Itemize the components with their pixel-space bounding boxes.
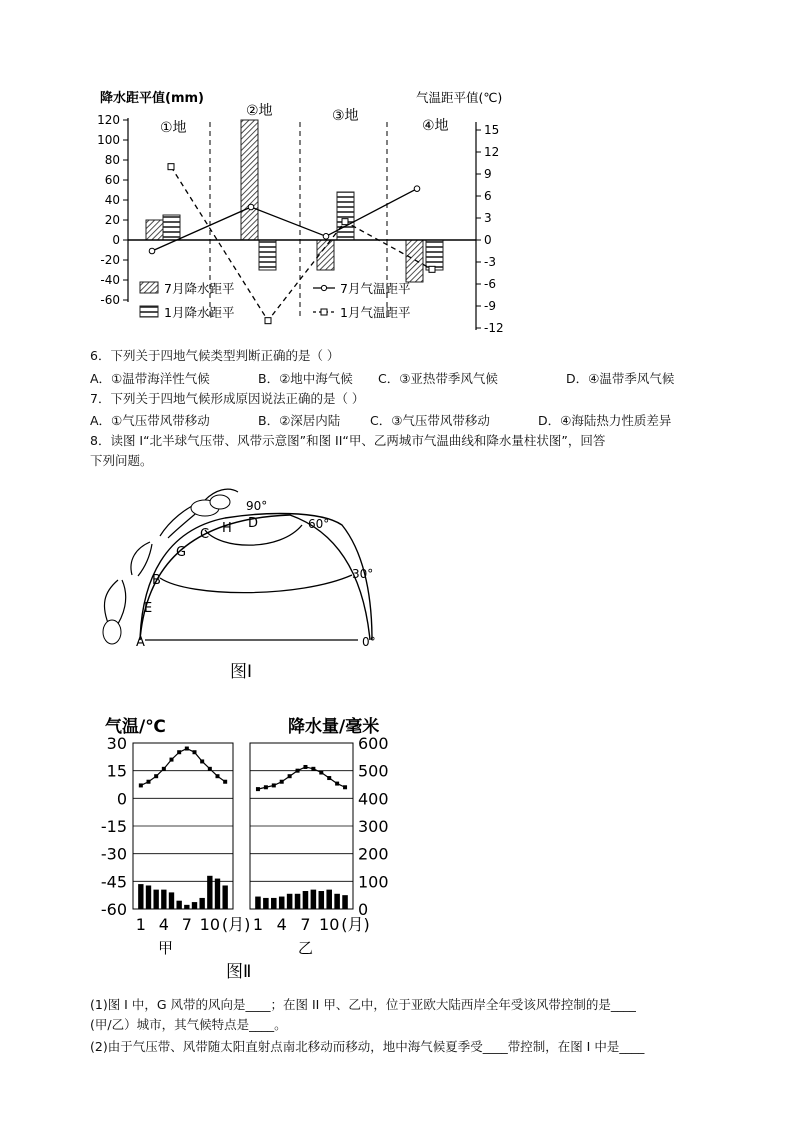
figure-2-caption: 图Ⅱ	[226, 962, 252, 982]
precip-bar	[255, 897, 261, 909]
temp-tick-label: -45	[100, 872, 127, 892]
jan-temp-point	[168, 164, 174, 170]
right-tick-label: -9	[484, 299, 496, 313]
label-d: D	[248, 516, 259, 531]
region-label-4: ④地	[422, 118, 449, 134]
july-precip-bar	[406, 240, 423, 282]
precip-bar	[222, 885, 227, 909]
left-tick-label: 60	[104, 173, 120, 187]
precip-bar	[161, 890, 166, 909]
jan-precip-bar	[337, 192, 354, 240]
temp-point	[200, 759, 204, 763]
label-b: B	[152, 573, 161, 588]
month-tick-label: 4	[276, 915, 287, 934]
q6-option-d: D．④温带季风气候	[566, 371, 675, 386]
precip-tick-label: 100	[358, 872, 389, 892]
precip-bar	[207, 876, 212, 909]
label-g: G	[176, 545, 187, 560]
precip-bar	[192, 902, 197, 909]
lat-90: 90°	[246, 499, 268, 513]
q7-option-a: A．①气压带风带移动	[90, 413, 210, 428]
left-tick-label: -60	[100, 293, 120, 307]
month-tick-label: 1	[252, 915, 264, 934]
label-a: A	[136, 635, 145, 650]
precip-bar	[184, 905, 189, 909]
temp-tick-label: -60	[100, 900, 127, 919]
right-tick-label: 9	[484, 167, 492, 181]
temp-point	[185, 747, 189, 751]
left-tick-label: 20	[104, 213, 120, 227]
right-tick-label: -6	[484, 277, 496, 291]
precip-bar	[334, 894, 340, 909]
jan-temp-point	[342, 219, 348, 225]
jan-temp-point	[429, 266, 435, 272]
question-8-line2: 下列问题。	[90, 453, 153, 468]
city-b-label: 乙	[298, 939, 314, 957]
right-tick-label: -3	[484, 255, 496, 269]
left-axis-title: 降水距平值(mm)	[100, 91, 204, 106]
precip-bar	[138, 884, 143, 909]
q6-option-b: B．②地中海气候	[258, 371, 353, 386]
q6-option-a: A．①温带海洋性气候	[90, 371, 210, 386]
precip-bar	[342, 895, 348, 909]
right-tick-label: 15	[484, 123, 500, 137]
month-tick-label: 1	[135, 915, 146, 934]
temp-point	[319, 771, 323, 775]
left-tick-label: -20	[100, 253, 120, 267]
temp-point	[311, 767, 315, 771]
city-a-label: 甲	[158, 939, 174, 957]
july-temp-point	[323, 234, 329, 240]
question-8-line1: 8．读图 I“北半球气压带、风带示意图”和图 II“甲、乙两城市气温曲线和降水量柱状图”，回答	[90, 433, 606, 448]
legend-july-precip-swatch	[140, 282, 158, 293]
precip-bar	[319, 891, 325, 909]
q6-option-c: C．③亚热带季风气候	[378, 371, 498, 386]
temp-point	[216, 774, 220, 778]
precip-bar	[311, 890, 317, 909]
region-label-1: ①地	[160, 120, 187, 136]
right-tick-label: 3	[484, 211, 492, 225]
precip-tick-label: 0	[358, 900, 369, 919]
temp-point	[177, 750, 181, 754]
legend-jan-precip-swatch	[140, 306, 158, 317]
month-unit-label: (月)	[221, 915, 251, 934]
july-temp-point	[149, 248, 155, 254]
question-6: 6．下列关于四地气候类型判断正确的是（ ）	[90, 348, 340, 363]
jan-temp-point	[265, 318, 271, 324]
pressure-wind-belt-diagram	[0, 480, 794, 690]
temp-point	[223, 780, 227, 784]
precip-tick-label: 600	[358, 734, 389, 753]
q7-option-c: C．③气压带风带移动	[370, 413, 490, 428]
legend-jan-precip: 1月降水距平	[164, 305, 235, 320]
precip-tick-label: 200	[358, 844, 389, 864]
month-unit-label: (月)	[341, 915, 370, 934]
question-7: 7．下列关于四地气候形成原因说法正确的是（ ）	[90, 391, 365, 406]
jan-precip-bar	[259, 240, 276, 270]
left-tick-label: 80	[104, 153, 120, 167]
region-label-3: ③地	[332, 108, 359, 124]
month-tick-label: 7	[300, 915, 311, 934]
temp-point	[335, 782, 339, 786]
temp-point	[147, 780, 151, 784]
climate-charts	[0, 700, 794, 990]
temp-tick-label: -15	[100, 817, 127, 836]
precip-bar	[326, 890, 332, 909]
label-c: C	[200, 527, 210, 542]
temp-point	[154, 774, 158, 778]
right-tick-label: 12	[484, 145, 500, 159]
precip-bar	[199, 898, 204, 909]
q7-option-d: D．④海陆热力性质差异	[538, 413, 672, 428]
fig2-right-title: 降水量/毫米	[288, 717, 380, 737]
temp-point	[296, 769, 300, 773]
region-label-2: ②地	[246, 103, 273, 119]
precip-bar	[263, 898, 269, 909]
july-temp-line	[152, 189, 417, 251]
temp-point	[327, 776, 331, 780]
legend-jan-temp: 1月气温距平	[340, 305, 411, 320]
temp-tick-label: 30	[106, 734, 127, 753]
sub-question-1-line2: (甲/乙）城市，其气候特点是____。	[90, 1017, 287, 1032]
temp-point	[208, 767, 212, 771]
july-temp-point	[248, 204, 254, 210]
label-h: H	[222, 521, 232, 536]
label-e: E	[144, 601, 153, 616]
right-axis-title: 气温距平值(℃)	[416, 90, 503, 105]
precip-tick-label: 400	[358, 789, 389, 809]
figure-1-caption: 图Ⅰ	[230, 662, 253, 682]
left-tick-label: 100	[97, 133, 120, 147]
precip-bar	[176, 901, 181, 909]
precip-bar	[295, 894, 301, 909]
temp-tick-label: 0	[116, 789, 127, 809]
q7-option-b: B．②深居内陆	[258, 413, 341, 428]
temp-tick-label: -30	[100, 844, 127, 864]
fig2-left-title: 气温/℃	[105, 717, 166, 737]
july-precip-bar	[241, 120, 258, 240]
temp-point	[264, 785, 268, 789]
precip-bar	[215, 879, 220, 909]
right-tick-label: 6	[484, 189, 492, 203]
temp-point	[303, 765, 307, 769]
temp-point	[280, 780, 284, 784]
month-tick-label: 4	[158, 915, 169, 934]
sub-question-2-line1: (2)由于气压带、风带随太阳直射点南北移动而移动，地中海气候夏季受____带控制，在图 I 中是____	[90, 1039, 645, 1054]
july-temp-point	[414, 186, 420, 192]
precip-bar	[303, 891, 309, 909]
legend-july-precip: 7月降水距平	[164, 281, 235, 296]
left-tick-label: -40	[100, 273, 120, 287]
left-tick-label: 0	[112, 233, 120, 247]
temp-point	[193, 750, 197, 754]
month-tick-label: 10	[319, 915, 340, 934]
jan-precip-bar	[163, 215, 180, 240]
temp-point	[162, 767, 166, 771]
legend-july-temp: 7月气温距平	[340, 281, 411, 296]
lat-0: 0°	[362, 635, 376, 649]
temp-point	[288, 774, 292, 778]
precip-tick-label: 500	[358, 761, 389, 781]
anomaly-chart	[0, 80, 794, 350]
temp-point	[256, 787, 260, 791]
july-precip-bar	[146, 220, 163, 240]
precip-tick-label: 300	[358, 817, 389, 836]
temp-point	[139, 783, 143, 787]
month-tick-label: 7	[181, 915, 192, 934]
precip-bar	[146, 885, 151, 909]
temp-point	[343, 785, 347, 789]
lat-60: 60°	[308, 517, 330, 531]
left-tick-label: 40	[104, 193, 120, 207]
left-tick-label: 120	[97, 113, 120, 127]
precip-bar	[287, 894, 293, 909]
temp-point	[272, 783, 276, 787]
precip-bar	[153, 890, 158, 909]
sub-question-1-line1: (1)图 I 中，G 风带的风向是____；在图 II 甲、乙中，位于亚欧大陆西岸全年受该风带控制的是____	[90, 997, 636, 1012]
precip-bar	[279, 897, 285, 909]
month-tick-label: 10	[199, 915, 221, 934]
precip-bar	[271, 898, 277, 909]
lat-30: 30°	[352, 567, 374, 581]
temp-point	[170, 758, 174, 762]
right-tick-label: 0	[484, 233, 492, 247]
precip-bar	[169, 892, 174, 909]
jan-precip-bar	[426, 240, 443, 270]
right-tick-label: -12	[484, 321, 504, 335]
temp-tick-label: 15	[106, 761, 127, 781]
